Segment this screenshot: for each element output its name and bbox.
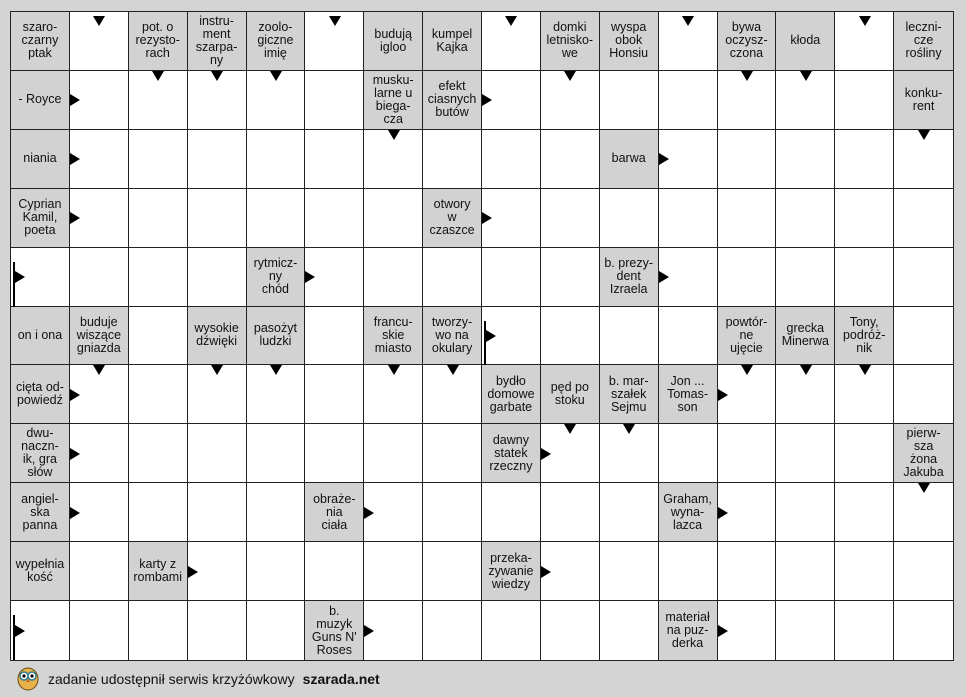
answer-cell[interactable]: [835, 71, 894, 130]
arrow-right-icon: [659, 271, 669, 283]
clue-cell: [423, 71, 482, 130]
arrow-right-icon: [659, 153, 669, 165]
clue-cell: [11, 130, 70, 189]
clue-cell: [600, 365, 659, 424]
answer-cell[interactable]: [247, 130, 306, 189]
arrow-right-icon: [70, 153, 80, 165]
clue-text: pierw- sza żona Jakuba: [903, 426, 944, 480]
answer-cell[interactable]: [835, 248, 894, 307]
answer-cell[interactable]: [423, 424, 482, 483]
clue-text: kumpel Kajka: [431, 26, 473, 54]
clue-text: budują igloo: [374, 26, 412, 54]
answer-cell[interactable]: [188, 601, 247, 660]
clue-text: wyspa obok Honsiu: [609, 20, 649, 61]
clue-cell: [659, 483, 718, 542]
clue-text: pęd po stoku: [550, 380, 589, 408]
answer-cell[interactable]: [718, 248, 777, 307]
arrow-right-icon: [541, 448, 551, 460]
clue-text: przeka- zywanie wiedzy: [488, 550, 534, 591]
clue-cell: [423, 307, 482, 366]
answer-cell[interactable]: [600, 71, 659, 130]
answer-cell[interactable]: [305, 189, 364, 248]
answer-cell[interactable]: [423, 130, 482, 189]
answer-cell[interactable]: [70, 248, 129, 307]
clue-cell: [776, 307, 835, 366]
arrow-right-icon: [718, 389, 728, 401]
arrow-down-icon: [564, 71, 576, 81]
answer-cell[interactable]: [776, 130, 835, 189]
clue-cell: [247, 248, 306, 307]
answer-cell[interactable]: [70, 542, 129, 601]
answer-cell[interactable]: [305, 130, 364, 189]
answer-cell[interactable]: [659, 71, 718, 130]
answer-cell[interactable]: [835, 601, 894, 660]
arrow-down-icon: [447, 365, 459, 375]
clue-cell: [11, 542, 70, 601]
answer-cell[interactable]: [129, 365, 188, 424]
clue-text: szaro- czarny ptak: [21, 20, 59, 61]
clue-text: on i ona: [17, 327, 63, 342]
arrow-down-icon: [93, 16, 105, 26]
answer-cell[interactable]: [364, 189, 423, 248]
clue-text: pasożyt ludzki: [253, 321, 297, 349]
clue-text: b. mar- szałek Sejmu: [608, 373, 649, 414]
clue-text: pot. o rezysto- rach: [135, 20, 180, 61]
clue-cell: [776, 12, 835, 71]
clue-text: Tony, podróż- nik: [842, 314, 886, 355]
answer-cell[interactable]: [659, 424, 718, 483]
clue-text: cięta od- powiedź: [15, 380, 64, 408]
answer-cell[interactable]: [188, 248, 247, 307]
clue-text: tworzy- wo na okulary: [431, 314, 473, 355]
clue-cell: [541, 12, 600, 71]
arrow-down-icon: [682, 16, 694, 26]
arrow-down-icon: [270, 365, 282, 375]
clue-cell: [718, 307, 777, 366]
arrow-right-icon: [305, 271, 315, 283]
clue-cell: [718, 12, 777, 71]
arrow-right-icon: [70, 448, 80, 460]
answer-cell[interactable]: [247, 424, 306, 483]
answer-cell[interactable]: [659, 542, 718, 601]
clue-text: bydło domowe garbate: [487, 373, 535, 414]
answer-cell[interactable]: [835, 189, 894, 248]
owl-mascot-icon: [16, 665, 40, 694]
answer-cell[interactable]: [423, 248, 482, 307]
answer-cell[interactable]: [247, 542, 306, 601]
answer-cell[interactable]: [305, 542, 364, 601]
clue-text: b. muzyk Guns N' Roses: [311, 603, 357, 657]
answer-cell[interactable]: [776, 189, 835, 248]
start-bar: [484, 321, 486, 366]
answer-cell[interactable]: [776, 542, 835, 601]
answer-cell[interactable]: [600, 189, 659, 248]
clue-text: niania: [23, 151, 57, 166]
clue-text: - Royce: [18, 92, 62, 107]
answer-cell[interactable]: [364, 424, 423, 483]
answer-cell[interactable]: [305, 424, 364, 483]
answer-cell[interactable]: [835, 424, 894, 483]
answer-cell[interactable]: [364, 248, 423, 307]
answer-cell[interactable]: [129, 248, 188, 307]
clue-cell: [423, 189, 482, 248]
answer-cell[interactable]: [718, 542, 777, 601]
answer-cell[interactable]: [894, 601, 953, 660]
clue-cell: [11, 71, 70, 130]
answer-cell[interactable]: [718, 424, 777, 483]
arrow-down-icon: [270, 71, 282, 81]
clue-cell: [11, 424, 70, 483]
start-bar: [13, 262, 15, 307]
arrow-right-icon: [482, 212, 492, 224]
clue-text: powtór- ne ujęcie: [725, 314, 768, 355]
clue-text: buduje wiszące gniazda: [76, 314, 122, 355]
arrow-down-icon: [93, 365, 105, 375]
arrow-right-icon: [718, 507, 728, 519]
answer-cell[interactable]: [835, 542, 894, 601]
arrow-right-icon: [541, 566, 551, 578]
clue-cell: [11, 483, 70, 542]
arrow-down-icon: [211, 365, 223, 375]
clue-text: otwory w czaszce: [429, 197, 475, 238]
clue-cell: [129, 542, 188, 601]
answer-cell[interactable]: [482, 248, 541, 307]
clue-cell: [11, 365, 70, 424]
answer-cell[interactable]: [247, 189, 306, 248]
answer-cell[interactable]: [129, 189, 188, 248]
clue-text: leczni- cze rośliny: [905, 20, 942, 61]
arrow-down-icon: [152, 71, 164, 81]
clue-cell: [305, 601, 364, 660]
clue-cell: [423, 12, 482, 71]
answer-cell[interactable]: [659, 189, 718, 248]
footer-brand-link[interactable]: szarada.net: [302, 671, 380, 687]
clue-cell: [247, 307, 306, 366]
clue-cell: [11, 189, 70, 248]
answer-cell[interactable]: [894, 248, 953, 307]
answer-cell[interactable]: [894, 365, 953, 424]
answer-cell[interactable]: [188, 189, 247, 248]
clue-text: Jon ... Tomas- son: [667, 373, 709, 414]
answer-cell[interactable]: [188, 424, 247, 483]
clue-cell: [600, 130, 659, 189]
footer-text: zadanie udostępnił serwis krzyżówkowy: [48, 671, 295, 687]
arrow-right-icon: [70, 212, 80, 224]
answer-cell[interactable]: [776, 601, 835, 660]
answer-cell[interactable]: [188, 130, 247, 189]
answer-cell[interactable]: [835, 483, 894, 542]
clue-text: grecka Minerwa: [781, 321, 829, 349]
answer-cell[interactable]: [600, 483, 659, 542]
clue-cell: [129, 12, 188, 71]
arrow-down-icon: [859, 365, 871, 375]
answer-cell[interactable]: [659, 307, 718, 366]
answer-cell[interactable]: [776, 424, 835, 483]
clue-cell: [247, 12, 306, 71]
arrow-right-icon: [364, 625, 374, 637]
answer-cell[interactable]: [541, 248, 600, 307]
arrow-right-icon: [70, 94, 80, 106]
answer-cell[interactable]: [423, 542, 482, 601]
answer-cell[interactable]: [894, 307, 953, 366]
arrow-right-icon: [70, 389, 80, 401]
answer-cell[interactable]: [541, 189, 600, 248]
answer-cell[interactable]: [188, 483, 247, 542]
answer-cell[interactable]: [776, 483, 835, 542]
arrow-down-icon: [741, 71, 753, 81]
clue-cell: [894, 424, 953, 483]
arrow-down-icon: [623, 424, 635, 434]
clue-cell: [364, 307, 423, 366]
clue-cell: [188, 307, 247, 366]
clue-text: wysokie dźwięki: [194, 321, 239, 349]
answer-cell[interactable]: [305, 307, 364, 366]
clue-cell: [894, 12, 953, 71]
answer-cell[interactable]: [600, 601, 659, 660]
arrow-down-icon: [388, 365, 400, 375]
clue-text: Graham, wyna- lazca: [663, 491, 712, 532]
arrow-right-icon: [482, 94, 492, 106]
clue-text: karty z rombami: [133, 557, 182, 585]
clue-cell: [364, 71, 423, 130]
clue-text: efekt ciasnych butów: [427, 79, 477, 120]
arrow-down-icon: [329, 16, 341, 26]
clue-cell: [364, 12, 423, 71]
arrow-down-icon: [741, 365, 753, 375]
clue-cell: [188, 12, 247, 71]
answer-cell[interactable]: [482, 483, 541, 542]
answer-cell[interactable]: [776, 248, 835, 307]
answer-cell[interactable]: [835, 130, 894, 189]
arrow-right-icon: [15, 625, 25, 637]
answer-cell[interactable]: [482, 130, 541, 189]
arrow-down-icon: [564, 424, 576, 434]
arrow-down-icon: [918, 130, 930, 140]
answer-cell[interactable]: [305, 365, 364, 424]
arrow-down-icon: [800, 365, 812, 375]
arrow-right-icon: [718, 625, 728, 637]
arrow-down-icon: [211, 71, 223, 81]
arrow-right-icon: [188, 566, 198, 578]
clue-text: angiel- ska panna: [21, 491, 59, 532]
clue-text: Cyprian Kamil, poeta: [18, 197, 62, 238]
arrow-down-icon: [859, 16, 871, 26]
clue-cell: [600, 12, 659, 71]
answer-cell[interactable]: [541, 601, 600, 660]
clue-text: musku- larne u biega- cza: [372, 72, 414, 126]
answer-cell[interactable]: [423, 601, 482, 660]
clue-text: b. prezy- dent Izraela: [604, 256, 653, 297]
answer-cell[interactable]: [247, 601, 306, 660]
clue-text: domki letnisko- we: [546, 20, 594, 61]
clue-cell: [659, 601, 718, 660]
clue-cell: [70, 307, 129, 366]
clue-cell: [11, 12, 70, 71]
arrow-right-icon: [486, 330, 496, 342]
answer-cell[interactable]: [129, 130, 188, 189]
clue-cell: [600, 248, 659, 307]
answer-cell[interactable]: [129, 601, 188, 660]
arrow-right-icon: [70, 507, 80, 519]
arrow-right-icon: [364, 507, 374, 519]
answer-cell[interactable]: [600, 307, 659, 366]
answer-cell[interactable]: [305, 71, 364, 130]
answer-cell[interactable]: [129, 483, 188, 542]
clue-cell: [659, 365, 718, 424]
answer-cell[interactable]: [894, 542, 953, 601]
answer-cell[interactable]: [247, 483, 306, 542]
clue-cell: [305, 483, 364, 542]
clue-cell: [835, 307, 894, 366]
clue-text: instru- ment szarpa- ny: [195, 13, 238, 67]
clue-text: konku- rent: [904, 85, 943, 113]
clue-cell: [482, 365, 541, 424]
clue-cell: [541, 365, 600, 424]
clue-text: rytmicz- ny chód: [253, 256, 298, 297]
footer: [16, 664, 380, 694]
answer-cell[interactable]: [541, 130, 600, 189]
answer-cell[interactable]: [541, 307, 600, 366]
start-bar: [13, 615, 15, 660]
clue-cell: [482, 542, 541, 601]
answer-cell[interactable]: [894, 189, 953, 248]
clue-text: wypełnia kość: [15, 557, 65, 585]
clue-text: dwu- naczn- ik, gra słów: [21, 426, 59, 480]
answer-cell[interactable]: [423, 483, 482, 542]
answer-cell[interactable]: [482, 601, 541, 660]
crossword-grid: [10, 11, 954, 661]
answer-cell[interactable]: [129, 424, 188, 483]
clue-text: kłoda: [790, 33, 821, 48]
clue-cell: [894, 71, 953, 130]
arrow-down-icon: [505, 16, 517, 26]
clue-cell: [11, 307, 70, 366]
clue-text: materiał na puz- derka: [665, 610, 710, 651]
answer-cell[interactable]: [364, 542, 423, 601]
clue-text: bywa oczysz- czona: [725, 20, 768, 61]
answer-cell[interactable]: [541, 483, 600, 542]
answer-cell[interactable]: [70, 601, 129, 660]
arrow-down-icon: [918, 483, 930, 493]
clue-cell: [482, 424, 541, 483]
clue-text: francu- skie miasto: [373, 314, 413, 355]
arrow-down-icon: [388, 130, 400, 140]
answer-cell[interactable]: [600, 542, 659, 601]
answer-cell[interactable]: [129, 307, 188, 366]
clue-text: barwa: [611, 151, 646, 166]
arrow-right-icon: [15, 271, 25, 283]
answer-cell[interactable]: [718, 130, 777, 189]
clue-text: zoolo- giczne imię: [257, 20, 294, 61]
clue-text: obraże- nia ciała: [313, 491, 356, 532]
clue-text: dawny statek rzeczny: [489, 432, 533, 473]
answer-cell[interactable]: [718, 189, 777, 248]
arrow-down-icon: [800, 71, 812, 81]
